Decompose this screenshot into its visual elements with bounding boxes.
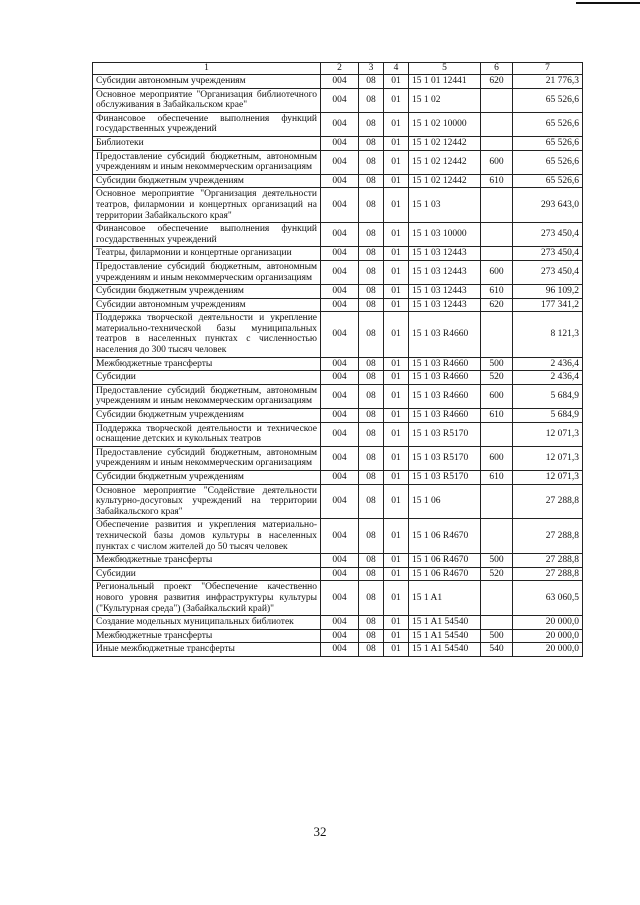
row-amount: 27 288,8 [513,484,583,519]
row-description: Библиотеки [93,136,321,150]
row-amount: 65 526,6 [513,112,583,136]
table-row [93,285,583,299]
row-target-code: 15 1 01 12441 [409,75,481,89]
row-target-code: 15 1 03 R5170 [409,446,481,470]
row-target-code: 15 1 02 [409,88,481,112]
row-expense-type: 600 [481,150,513,174]
row-section-code: 08 [359,484,384,519]
row-section-code: 08 [359,88,384,112]
row-ministry-code: 004 [321,484,359,519]
row-ministry-code: 004 [321,422,359,446]
row-subsection-code: 01 [384,150,409,174]
table-row [93,409,583,423]
row-description: Театры, филармонии и концертные организации [93,247,321,261]
row-description: Основное мероприятие "Организация библиотечного обслуживания в Забайкальском крае" [93,88,321,112]
row-ministry-code: 004 [321,371,359,385]
row-section-code: 08 [359,357,384,371]
row-description: Межбюджетные трансферты [93,554,321,568]
row-target-code: 15 1 03 R4660 [409,357,481,371]
table-row [93,298,583,312]
row-target-code: 15 1 A1 [409,581,481,616]
row-ministry-code: 004 [321,174,359,188]
top-edge-mark [576,2,640,4]
row-expense-type: 500 [481,554,513,568]
table-row [93,260,583,284]
row-subsection-code: 01 [384,357,409,371]
row-ministry-code: 004 [321,88,359,112]
row-target-code: 15 1 A1 54540 [409,629,481,643]
row-ministry-code: 004 [321,247,359,261]
row-target-code: 15 1 03 R4660 [409,312,481,357]
row-section-code: 08 [359,643,384,657]
row-section-code: 08 [359,581,384,616]
row-ministry-code: 004 [321,409,359,423]
row-section-code: 08 [359,384,384,408]
table-row [93,357,583,371]
row-amount: 27 288,8 [513,567,583,581]
row-expense-type: 600 [481,260,513,284]
row-ministry-code: 004 [321,112,359,136]
row-subsection-code: 01 [384,260,409,284]
row-expense-type: 500 [481,357,513,371]
row-amount: 2 436,4 [513,371,583,385]
row-section-code: 08 [359,150,384,174]
row-expense-type: 520 [481,567,513,581]
row-amount: 273 450,4 [513,223,583,247]
row-target-code: 15 1 03 R5170 [409,422,481,446]
row-amount: 177 341,2 [513,298,583,312]
row-expense-type [481,88,513,112]
row-description: Субсидии бюджетным учреждениям [93,409,321,423]
budget-table-container [92,62,582,657]
row-amount: 20 000,0 [513,629,583,643]
row-subsection-code: 01 [384,422,409,446]
row-subsection-code: 01 [384,581,409,616]
row-target-code: 15 1 02 12442 [409,174,481,188]
row-amount: 65 526,6 [513,136,583,150]
row-description: Предоставление субсидий бюджетным, автономным учреждениям и иным некоммерческим организациям [93,384,321,408]
header-col-3: 3 [359,63,384,75]
row-section-code: 08 [359,136,384,150]
row-subsection-code: 01 [384,371,409,385]
table-row [93,581,583,616]
row-amount: 20 000,0 [513,643,583,657]
row-target-code: 15 1 03 12443 [409,285,481,299]
table-row [93,223,583,247]
row-description: Субсидии автономным учреждениям [93,75,321,89]
row-amount: 8 121,3 [513,312,583,357]
table-body [93,75,583,657]
row-section-code: 08 [359,409,384,423]
row-description: Субсидии [93,567,321,581]
row-amount: 96 109,2 [513,285,583,299]
row-section-code: 08 [359,616,384,630]
row-description: Предоставление субсидий бюджетным, автономным учреждениям и иным некоммерческим организациям [93,446,321,470]
row-section-code: 08 [359,298,384,312]
row-amount: 12 071,3 [513,446,583,470]
row-target-code: 15 1 02 12442 [409,150,481,174]
table-row [93,519,583,554]
row-section-code: 08 [359,567,384,581]
row-description: Основное мероприятие "Организация деятельности театров, филармонии и концертных организаций на территории Забайкальского края" [93,188,321,223]
row-description: Поддержка творческой деятельности и техническое оснащение детских и кукольных театров [93,422,321,446]
row-expense-type: 610 [481,409,513,423]
row-subsection-code: 01 [384,223,409,247]
row-target-code: 15 1 03 12443 [409,298,481,312]
row-description: Поддержка творческой деятельности и укрепление материально-технической базы муниципальных театров в населенных пунктах с численностью населения до 300 тысяч человек [93,312,321,357]
table-row [93,554,583,568]
row-expense-type: 610 [481,471,513,485]
table-row [93,643,583,657]
row-subsection-code: 01 [384,643,409,657]
row-ministry-code: 004 [321,567,359,581]
row-description: Предоставление субсидий бюджетным, автономным учреждениям и иным некоммерческим организациям [93,260,321,284]
row-subsection-code: 01 [384,112,409,136]
table-row [93,567,583,581]
row-target-code: 15 1 06 R4670 [409,519,481,554]
row-subsection-code: 01 [384,75,409,89]
row-amount: 65 526,6 [513,150,583,174]
row-expense-type [481,188,513,223]
header-col-5: 5 [409,63,481,75]
row-description: Субсидии бюджетным учреждениям [93,471,321,485]
row-expense-type [481,136,513,150]
row-description: Обеспечение развития и укрепления материально-технической базы домов культуры в населенных пунктах с числом жителей до 50 тысяч человек [93,519,321,554]
row-ministry-code: 004 [321,298,359,312]
row-amount: 273 450,4 [513,247,583,261]
header-col-4: 4 [384,63,409,75]
row-subsection-code: 01 [384,174,409,188]
row-amount: 20 000,0 [513,616,583,630]
row-subsection-code: 01 [384,519,409,554]
row-expense-type [481,581,513,616]
row-subsection-code: 01 [384,188,409,223]
row-amount: 273 450,4 [513,260,583,284]
row-target-code: 15 1 06 R4670 [409,554,481,568]
header-col-1: 1 [93,63,321,75]
row-description: Субсидии автономным учреждениям [93,298,321,312]
row-section-code: 08 [359,519,384,554]
row-expense-type [481,422,513,446]
row-description: Межбюджетные трансферты [93,357,321,371]
row-target-code: 15 1 A1 54540 [409,616,481,630]
row-amount: 65 526,6 [513,174,583,188]
row-ministry-code: 004 [321,136,359,150]
table-row [93,150,583,174]
row-expense-type: 540 [481,643,513,657]
row-amount: 63 060,5 [513,581,583,616]
row-subsection-code: 01 [384,247,409,261]
header-col-7: 7 [513,63,583,75]
row-ministry-code: 004 [321,285,359,299]
row-target-code: 15 1 03 10000 [409,223,481,247]
row-expense-type: 620 [481,298,513,312]
row-expense-type: 620 [481,75,513,89]
row-expense-type [481,616,513,630]
row-subsection-code: 01 [384,136,409,150]
row-target-code: 15 1 A1 54540 [409,643,481,657]
header-col-2: 2 [321,63,359,75]
table-row [93,88,583,112]
row-target-code: 15 1 02 10000 [409,112,481,136]
row-expense-type [481,312,513,357]
row-section-code: 08 [359,446,384,470]
row-target-code: 15 1 02 12442 [409,136,481,150]
row-subsection-code: 01 [384,88,409,112]
row-description: Основное мероприятие "Содействие деятельности культурно-досуговых учреждений на территории Забайкальского края" [93,484,321,519]
row-subsection-code: 01 [384,285,409,299]
row-target-code: 15 1 06 R4670 [409,567,481,581]
row-ministry-code: 004 [321,554,359,568]
row-ministry-code: 004 [321,446,359,470]
row-expense-type: 500 [481,629,513,643]
row-section-code: 08 [359,174,384,188]
table-row [93,247,583,261]
row-subsection-code: 01 [384,484,409,519]
table-row [93,471,583,485]
row-amount: 12 071,3 [513,422,583,446]
row-expense-type [481,247,513,261]
row-target-code: 15 1 03 R4660 [409,384,481,408]
row-ministry-code: 004 [321,260,359,284]
row-target-code: 15 1 03 12443 [409,247,481,261]
row-target-code: 15 1 03 R4660 [409,371,481,385]
row-section-code: 08 [359,260,384,284]
row-description: Межбюджетные трансферты [93,629,321,643]
row-amount: 5 684,9 [513,409,583,423]
table-row [93,371,583,385]
row-expense-type: 610 [481,285,513,299]
budget-table [92,62,583,657]
row-section-code: 08 [359,223,384,247]
table-row [93,174,583,188]
row-ministry-code: 004 [321,643,359,657]
row-amount: 12 071,3 [513,471,583,485]
table-row [93,75,583,89]
row-description: Региональный проект "Обеспечение качественно нового уровня развития инфраструктуры культуры ("Культурная среда") (Забайкальский край)" [93,581,321,616]
row-expense-type [481,223,513,247]
table-row [93,312,583,357]
row-amount: 21 776,3 [513,75,583,89]
table-row [93,384,583,408]
row-target-code: 15 1 06 [409,484,481,519]
row-ministry-code: 004 [321,384,359,408]
row-subsection-code: 01 [384,567,409,581]
row-subsection-code: 01 [384,409,409,423]
row-expense-type [481,484,513,519]
row-section-code: 08 [359,112,384,136]
row-section-code: 08 [359,371,384,385]
row-expense-type: 600 [481,446,513,470]
row-ministry-code: 004 [321,629,359,643]
row-target-code: 15 1 03 R5170 [409,471,481,485]
row-description: Иные межбюджетные трансферты [93,643,321,657]
row-section-code: 08 [359,471,384,485]
row-section-code: 08 [359,247,384,261]
row-amount: 65 526,6 [513,88,583,112]
row-description: Субсидии [93,371,321,385]
row-amount: 2 436,4 [513,357,583,371]
row-section-code: 08 [359,188,384,223]
row-section-code: 08 [359,312,384,357]
row-subsection-code: 01 [384,312,409,357]
row-subsection-code: 01 [384,446,409,470]
row-amount: 27 288,8 [513,554,583,568]
row-description: Создание модельных муниципальных библиотек [93,616,321,630]
row-description: Финансовое обеспечение выполнения функций государственных учреждений [93,112,321,136]
row-ministry-code: 004 [321,75,359,89]
row-ministry-code: 004 [321,312,359,357]
table-row [93,629,583,643]
row-description: Финансовое обеспечение выполнения функций государственных учреждений [93,223,321,247]
table-row [93,484,583,519]
table-row [93,112,583,136]
row-ministry-code: 004 [321,188,359,223]
row-section-code: 08 [359,75,384,89]
row-subsection-code: 01 [384,298,409,312]
row-target-code: 15 1 03 [409,188,481,223]
row-ministry-code: 004 [321,150,359,174]
row-amount: 5 684,9 [513,384,583,408]
row-ministry-code: 004 [321,223,359,247]
row-expense-type: 600 [481,384,513,408]
row-subsection-code: 01 [384,554,409,568]
row-target-code: 15 1 03 R4660 [409,409,481,423]
row-ministry-code: 004 [321,357,359,371]
row-amount: 27 288,8 [513,519,583,554]
row-description: Субсидии бюджетным учреждениям [93,174,321,188]
row-expense-type: 610 [481,174,513,188]
row-target-code: 15 1 03 12443 [409,260,481,284]
row-amount: 293 643,0 [513,188,583,223]
row-expense-type [481,112,513,136]
table-row [93,422,583,446]
header-col-6: 6 [481,63,513,75]
row-ministry-code: 004 [321,471,359,485]
row-ministry-code: 004 [321,519,359,554]
row-section-code: 08 [359,422,384,446]
row-subsection-code: 01 [384,384,409,408]
header-row [93,63,583,75]
row-section-code: 08 [359,629,384,643]
table-row [93,136,583,150]
row-description: Субсидии бюджетным учреждениям [93,285,321,299]
table-row [93,446,583,470]
row-ministry-code: 004 [321,616,359,630]
row-subsection-code: 01 [384,629,409,643]
row-ministry-code: 004 [321,581,359,616]
row-section-code: 08 [359,285,384,299]
row-section-code: 08 [359,554,384,568]
page-number: 32 [313,824,327,839]
row-expense-type [481,519,513,554]
row-subsection-code: 01 [384,471,409,485]
row-subsection-code: 01 [384,616,409,630]
table-row [93,616,583,630]
table-row [93,188,583,223]
row-description: Предоставление субсидий бюджетным, автономным учреждениям и иным некоммерческим организациям [93,150,321,174]
row-expense-type: 520 [481,371,513,385]
